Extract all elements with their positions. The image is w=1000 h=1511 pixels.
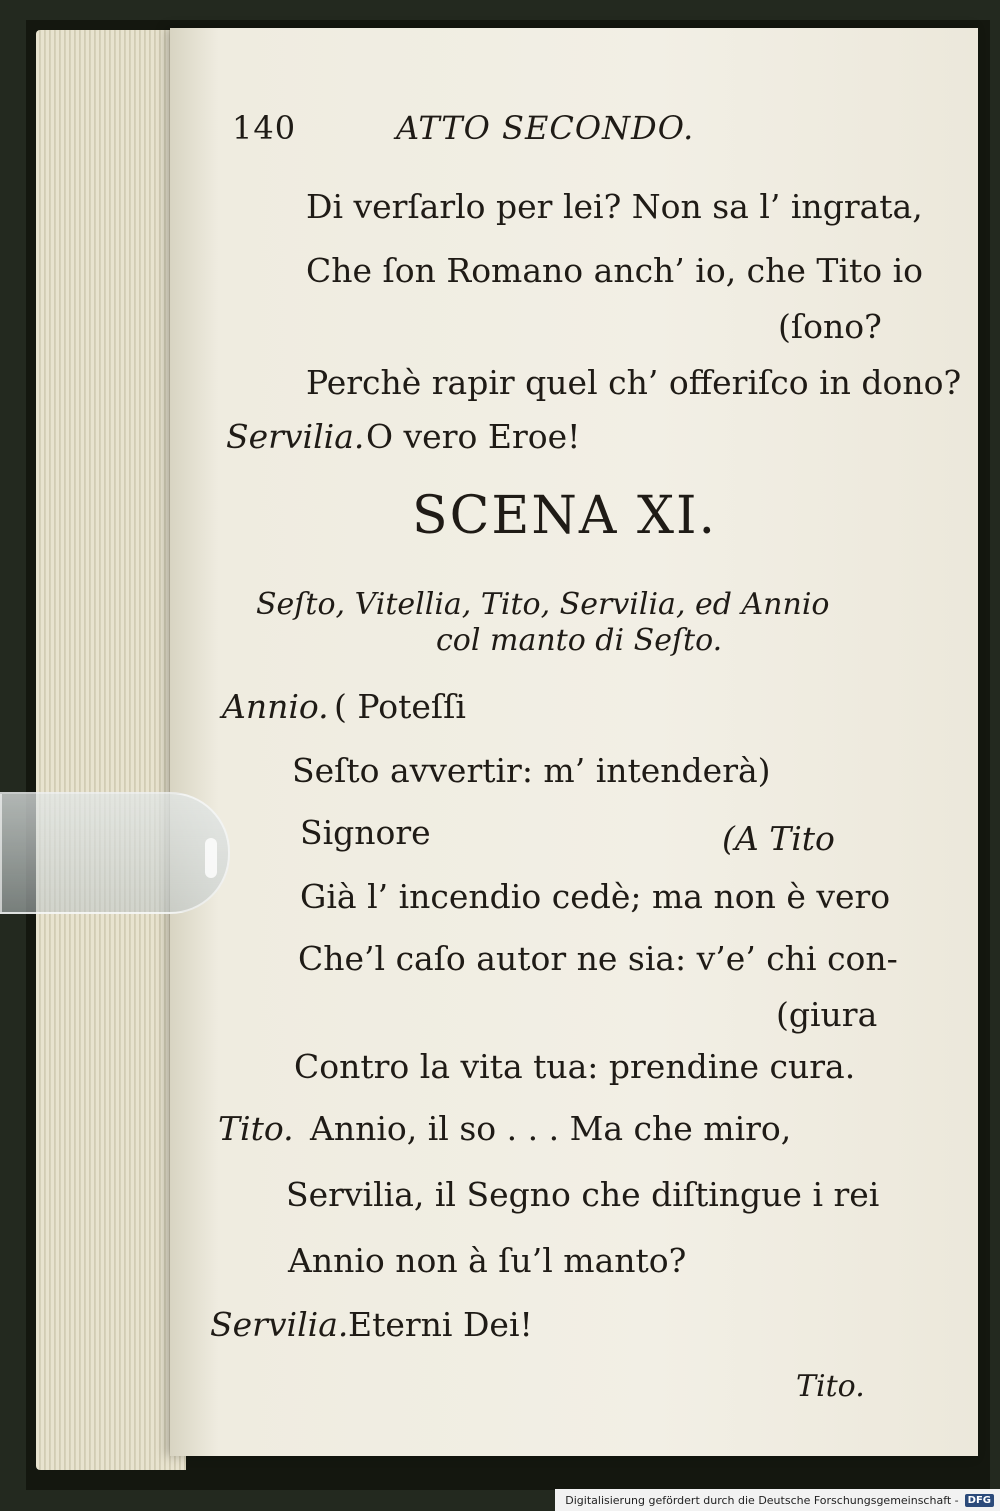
speaker-name: Servilia. [226, 417, 365, 456]
dialogue-line: O vero Eroe! [366, 417, 581, 456]
dialogue-line: Annio non à ſu’l manto? [288, 1241, 687, 1280]
page-number: 140 [232, 109, 297, 147]
verse-line: Che ſon Romano anch’ io, che Tito io [306, 251, 924, 290]
dialogue-line: Servilia, il Segno che diſtingue i rei [286, 1175, 880, 1214]
speaker-name: Servilia. [210, 1305, 349, 1344]
dialogue-line: Contro la vita tua: prendine cura. [294, 1047, 856, 1086]
verse-line: Perchè rapir quel ch’ offeriſco in dono? [306, 363, 962, 402]
scene-heading: SCENA XI. [412, 486, 718, 546]
clip-highlight [205, 838, 217, 878]
dialogue-line: Annio, il so . . . Ma che miro, [310, 1109, 792, 1148]
dfg-logo: DFG [965, 1494, 994, 1507]
stage-direction: (A Tito [722, 819, 835, 858]
dialogue-line: Che’l caſo autor ne sia: v’e’ chi con- [298, 939, 898, 978]
catchword: Tito. [796, 1369, 865, 1404]
speaker-name: Annio. [222, 687, 329, 726]
running-title: ATTO SECONDO. [396, 109, 695, 147]
dialogue-line: Eterni Dei! [348, 1305, 533, 1344]
speaker-name: Tito. [218, 1109, 294, 1148]
digitization-credit [555, 1489, 1000, 1511]
dialogue-line-continuation: (giura [776, 995, 878, 1034]
verse-line: Di verſarlo per lei? Non sa l’ ingrata, [306, 187, 923, 226]
dialogue-line: Signore [300, 813, 431, 852]
dialogue-line: Seſto avvertir: m’ intenderà) [292, 751, 771, 790]
verse-line-continuation: (ſono? [778, 307, 882, 346]
dialogue-line: Già l’ incendio cedè; ma non è vero [300, 877, 891, 916]
cast-list: Seſto, Vitellia, Tito, Servilia, ed Annio [256, 587, 830, 622]
page-clip [0, 792, 230, 914]
dialogue-line: ( Poteſſi [334, 687, 466, 726]
cast-list-continuation: col manto di Seſto. [436, 623, 723, 658]
credit-text: Digitalisierung gefördert durch die Deutsche Forschungsgemeinschaft - [565, 1493, 959, 1507]
page-edges [36, 30, 186, 1470]
